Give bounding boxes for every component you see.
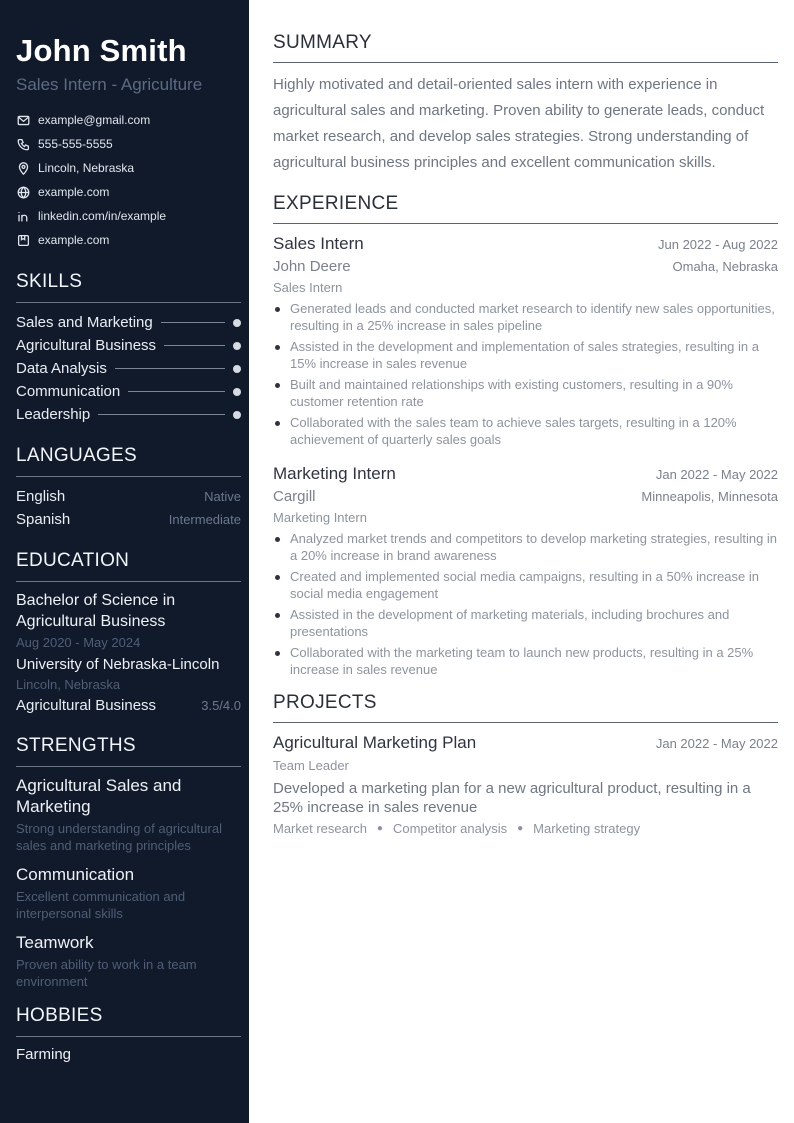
skill-leader-line: [161, 322, 225, 323]
skill-leader-line: [164, 345, 225, 346]
strength-title: Agricultural Sales and Marketing: [16, 776, 182, 816]
project-keyword: Marketing strategy: [533, 821, 641, 836]
languages-divider: [16, 476, 241, 477]
strength-item: [16, 932, 241, 990]
strengths-divider: [16, 766, 241, 767]
hobbies-list: [16, 1046, 241, 1063]
contact-phone-text: 555-555-5555: [38, 137, 113, 151]
location-icon: [16, 161, 30, 175]
projects-heading: PROJECTS: [273, 692, 377, 713]
job-bullet: Built and maintained relationships with existing customers, resulting in a 90% customer retention rate: [273, 376, 778, 410]
job-position: Sales Intern: [273, 280, 343, 295]
skill-leader-line: [128, 391, 225, 392]
education-entry: [16, 590, 241, 714]
job-bullet: Generated leads and conducted market research to identify new sales opportunities, resulting in a 25% increase in sales pipeline: [273, 300, 778, 334]
education-section: [16, 549, 241, 714]
skills-section: [16, 270, 241, 426]
strength-description: Proven ability to work in a team environment: [16, 957, 197, 989]
education-school: University of Nebraska-Lincoln: [16, 656, 220, 673]
sidebar: [0, 0, 249, 1123]
education-degree: Bachelor of Science in Agricultural Business: [16, 592, 176, 630]
education-heading: EDUCATION: [16, 550, 130, 571]
job-bullet: Assisted in the development of marketing materials, including brochures and presentations: [273, 606, 778, 640]
job-bullet: Created and implemented social media campaigns, resulting in a 50% increase in social media engagement: [273, 568, 778, 602]
contact-location: [16, 156, 241, 180]
job-company: John Deere: [273, 258, 351, 275]
skills-heading: SKILLS: [16, 271, 83, 292]
job-location: Minneapolis, Minnesota: [641, 489, 778, 504]
education-date: Aug 2020 - May 2024: [16, 635, 141, 650]
languages-section: [16, 444, 241, 531]
skill-label: Leadership: [16, 406, 91, 423]
education-gpa: 3.5/4.0: [201, 698, 241, 713]
job-position: Marketing Intern: [273, 510, 367, 525]
job-bullet: Collaborated with the sales team to achieve sales targets, resulting in a 120% achievement of quarterly sales goals: [273, 414, 778, 448]
skill-leader-line: [115, 368, 225, 369]
language-name: Spanish: [16, 511, 71, 528]
strengths-list: [16, 775, 241, 990]
contact-portfolio[interactable]: [16, 228, 241, 252]
project-keyword: Market research: [273, 821, 367, 836]
skill-item: [16, 311, 241, 334]
job-bullet: Analyzed market trends and competitors to develop marketing strategies, resulting in a 20% increase in brand awareness: [273, 530, 778, 564]
job-title: Sales Intern: [273, 234, 364, 253]
summary-heading: SUMMARY: [273, 32, 372, 53]
skill-label: Sales and Marketing: [16, 314, 153, 331]
skills-list: [16, 311, 241, 426]
hobbies-heading: HOBBIES: [16, 1005, 103, 1026]
skill-dot: [233, 342, 241, 350]
skill-item: [16, 334, 241, 357]
skill-label: Agricultural Business: [16, 337, 157, 354]
hobbies-divider: [16, 1036, 241, 1037]
education-field: Agricultural Business: [16, 697, 157, 714]
skill-item: [16, 357, 241, 380]
skill-dot: [233, 411, 241, 419]
experience-divider: [273, 223, 778, 224]
job-bullet: Collaborated with the marketing team to launch new products, resulting in a 25% increase in sales revenue: [273, 644, 778, 678]
globe-icon: [16, 185, 30, 199]
strengths-heading: STRENGTHS: [16, 735, 136, 756]
education-divider: [16, 581, 241, 582]
skill-dot: [233, 319, 241, 327]
job-date: Jun 2022 - Aug 2022: [658, 237, 778, 252]
job-bullets: [273, 530, 778, 678]
summary-divider: [273, 62, 778, 63]
project-date: Jan 2022 - May 2022: [655, 736, 778, 751]
contact-phone[interactable]: [16, 132, 241, 156]
language-item: [16, 485, 241, 508]
skill-item: [16, 403, 241, 426]
contact-location-text: Lincoln, Nebraska: [38, 161, 135, 175]
mail-icon: [16, 113, 30, 127]
job-title: Marketing Intern: [273, 464, 396, 483]
contact-email[interactable]: [16, 108, 241, 132]
hobby-item: Farming: [16, 1046, 72, 1063]
job-company: Cargill: [273, 488, 316, 505]
strengths-section: [16, 734, 241, 990]
strength-title: Teamwork: [16, 933, 94, 952]
language-level: Intermediate: [168, 512, 241, 527]
experience-heading: EXPERIENCE: [273, 193, 399, 214]
skill-leader-line: [98, 414, 225, 415]
keyword-separator-icon: ●: [376, 823, 383, 834]
job-entry: [273, 462, 778, 678]
experience-section: [273, 193, 778, 678]
summary-section: [273, 32, 778, 176]
language-name: English: [16, 488, 66, 505]
job-bullet: Assisted in the development and implementation of sales strategies, resulting in a 15% increase in sales revenue: [273, 338, 778, 372]
skills-divider: [16, 302, 241, 303]
project-title: Agricultural Marketing Plan: [273, 733, 477, 752]
project-description: Developed a marketing plan for a new agricultural product, resulting in a 25% increase in sales revenue: [273, 780, 751, 816]
contact-website[interactable]: [16, 180, 241, 204]
contact-linkedin[interactable]: [16, 204, 241, 228]
languages-heading: LANGUAGES: [16, 445, 137, 466]
contact-email-text: example@gmail.com: [38, 113, 151, 127]
skill-label: Data Analysis: [16, 360, 107, 377]
contact-portfolio-text: example.com: [38, 233, 110, 247]
skill-dot: [233, 365, 241, 373]
phone-icon: [16, 137, 30, 151]
strength-description: Excellent communication and interpersonal skills: [16, 889, 186, 921]
education-location: Lincoln, Nebraska: [16, 677, 121, 692]
job-bullets: [273, 300, 778, 448]
linkedin-icon: [16, 209, 30, 223]
language-item: [16, 508, 241, 531]
portfolio-icon: [16, 233, 30, 247]
language-level: Native: [204, 489, 241, 504]
strength-item: [16, 775, 241, 854]
hobbies-section: [16, 1004, 241, 1063]
contact-linkedin-text: linkedin.com/in/example: [38, 209, 167, 223]
contact-website-text: example.com: [38, 185, 110, 199]
main-content: [273, 32, 778, 836]
candidate-headline: Sales Intern - Agriculture: [16, 75, 203, 94]
contact-list: [16, 108, 241, 252]
skill-dot: [233, 388, 241, 396]
summary-text: Highly motivated and detail-oriented sales intern with experience in agricultural sales and marketing. Proven ability to generate leads, conduct market research, and develop sales strategies. Strong understanding of agricultural business principles and excellent communication skills.: [273, 76, 765, 171]
strength-title: Communication: [16, 865, 135, 884]
projects-divider: [273, 722, 778, 723]
skill-label: Communication: [16, 383, 121, 400]
job-location: Omaha, Nebraska: [672, 259, 778, 274]
candidate-name: John Smith: [16, 33, 187, 68]
education-field-row: [16, 697, 241, 714]
project-keyword: Competitor analysis: [392, 821, 508, 836]
languages-list: [16, 485, 241, 531]
projects-section: [273, 692, 778, 836]
job-date: Jan 2022 - May 2022: [655, 467, 778, 482]
job-entry: [273, 232, 778, 448]
keyword-separator-icon: ●: [517, 823, 524, 834]
strength-description: Strong understanding of agricultural sales and marketing principles: [16, 821, 222, 853]
project-keywords: [273, 821, 778, 836]
project-entry: [273, 731, 778, 836]
skill-item: [16, 380, 241, 403]
strength-item: [16, 864, 241, 922]
project-role: Team Leader: [273, 758, 349, 773]
